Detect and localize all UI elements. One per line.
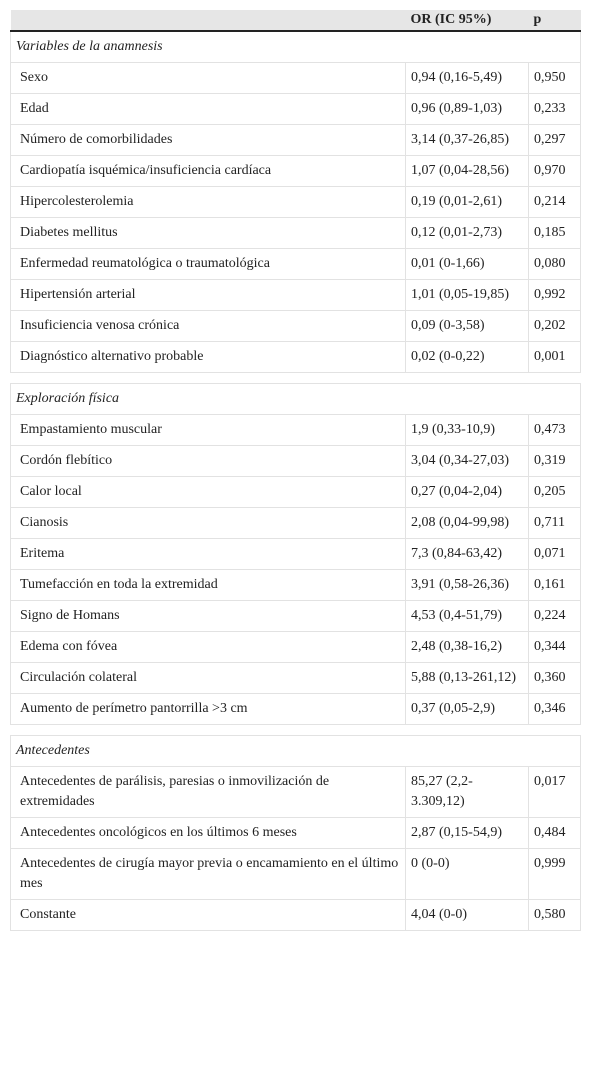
section-title: Variables de la anamnesis bbox=[11, 31, 581, 63]
table-row bbox=[11, 218, 581, 249]
row-p: 0,185 bbox=[529, 218, 581, 249]
row-label: Calor local bbox=[11, 477, 406, 508]
row-label: Insuficiencia venosa crónica bbox=[11, 311, 406, 342]
row-p: 0,071 bbox=[529, 539, 581, 570]
row-p: 0,970 bbox=[529, 156, 581, 187]
row-p: 0,214 bbox=[529, 187, 581, 218]
row-p: 0,202 bbox=[529, 311, 581, 342]
row-label: Antecedentes oncológicos en los últimos 6 meses bbox=[11, 818, 406, 849]
table-row bbox=[11, 63, 581, 94]
row-p: 0,711 bbox=[529, 508, 581, 539]
row-label: Antecedentes de cirugía mayor previa o encamamiento en el último mes bbox=[11, 849, 406, 900]
table-row bbox=[11, 570, 581, 601]
row-or: 0,37 (0,05-2,9) bbox=[406, 694, 529, 725]
header-row bbox=[11, 10, 581, 31]
row-or: 3,91 (0,58-26,36) bbox=[406, 570, 529, 601]
row-label: Enfermedad reumatológica o traumatológica bbox=[11, 249, 406, 280]
table-body bbox=[11, 31, 581, 931]
row-or: 0,27 (0,04-2,04) bbox=[406, 477, 529, 508]
header-variable bbox=[11, 10, 406, 31]
section-title: Exploración física bbox=[11, 384, 581, 415]
row-or: 0,02 (0-0,22) bbox=[406, 342, 529, 373]
spacer-cell bbox=[11, 725, 581, 736]
row-or: 0,12 (0,01-2,73) bbox=[406, 218, 529, 249]
row-p: 0,999 bbox=[529, 849, 581, 900]
section-header-row bbox=[11, 384, 581, 415]
row-label: Sexo bbox=[11, 63, 406, 94]
row-p: 0,344 bbox=[529, 632, 581, 663]
row-p: 0,205 bbox=[529, 477, 581, 508]
section-header-row bbox=[11, 736, 581, 767]
table-row bbox=[11, 311, 581, 342]
header-or: OR (IC 95%) bbox=[406, 10, 529, 31]
row-label: Número de comorbilidades bbox=[11, 125, 406, 156]
row-or: 3,04 (0,34-27,03) bbox=[406, 446, 529, 477]
row-label: Empastamiento muscular bbox=[11, 415, 406, 446]
results-table bbox=[10, 10, 581, 931]
row-or: 85,27 (2,2-3.309,12) bbox=[406, 767, 529, 818]
table-row bbox=[11, 249, 581, 280]
row-or: 4,04 (0-0) bbox=[406, 900, 529, 931]
section-spacer bbox=[11, 725, 581, 736]
row-label: Eritema bbox=[11, 539, 406, 570]
row-label: Circulación colateral bbox=[11, 663, 406, 694]
row-label: Antecedentes de parálisis, paresias o inmovilización de extremidades bbox=[11, 767, 406, 818]
table-row bbox=[11, 849, 581, 900]
row-p: 0,360 bbox=[529, 663, 581, 694]
table-row bbox=[11, 694, 581, 725]
table-row bbox=[11, 632, 581, 663]
table-row bbox=[11, 767, 581, 818]
row-or: 3,14 (0,37-26,85) bbox=[406, 125, 529, 156]
row-p: 0,224 bbox=[529, 601, 581, 632]
table-row bbox=[11, 125, 581, 156]
table-row bbox=[11, 508, 581, 539]
section-title: Antecedentes bbox=[11, 736, 581, 767]
row-label: Cianosis bbox=[11, 508, 406, 539]
row-label: Cordón flebítico bbox=[11, 446, 406, 477]
row-label: Cardiopatía isquémica/insuficiencia cardíaca bbox=[11, 156, 406, 187]
table-row bbox=[11, 156, 581, 187]
row-or: 0,01 (0-1,66) bbox=[406, 249, 529, 280]
row-p: 0,161 bbox=[529, 570, 581, 601]
row-label: Edad bbox=[11, 94, 406, 125]
spacer-cell bbox=[11, 373, 581, 384]
row-or: 0,94 (0,16-5,49) bbox=[406, 63, 529, 94]
row-p: 0,017 bbox=[529, 767, 581, 818]
row-label: Tumefacción en toda la extremidad bbox=[11, 570, 406, 601]
table-row bbox=[11, 415, 581, 446]
row-p: 0,297 bbox=[529, 125, 581, 156]
row-p: 0,580 bbox=[529, 900, 581, 931]
row-p: 0,950 bbox=[529, 63, 581, 94]
table-row bbox=[11, 187, 581, 218]
row-or: 1,07 (0,04-28,56) bbox=[406, 156, 529, 187]
row-label: Signo de Homans bbox=[11, 601, 406, 632]
row-p: 0,473 bbox=[529, 415, 581, 446]
row-label: Hipercolesterolemia bbox=[11, 187, 406, 218]
table-row bbox=[11, 280, 581, 311]
row-label: Diagnóstico alternativo probable bbox=[11, 342, 406, 373]
table-row bbox=[11, 663, 581, 694]
row-p: 0,080 bbox=[529, 249, 581, 280]
table-row bbox=[11, 601, 581, 632]
section-spacer bbox=[11, 373, 581, 384]
row-label: Diabetes mellitus bbox=[11, 218, 406, 249]
row-p: 0,992 bbox=[529, 280, 581, 311]
table-row bbox=[11, 477, 581, 508]
table-row bbox=[11, 94, 581, 125]
row-p: 0,484 bbox=[529, 818, 581, 849]
row-or: 4,53 (0,4-51,79) bbox=[406, 601, 529, 632]
row-or: 2,48 (0,38-16,2) bbox=[406, 632, 529, 663]
row-label: Aumento de perímetro pantorrilla >3 cm bbox=[11, 694, 406, 725]
row-or: 2,08 (0,04-99,98) bbox=[406, 508, 529, 539]
row-or: 0 (0-0) bbox=[406, 849, 529, 900]
row-label: Constante bbox=[11, 900, 406, 931]
row-or: 7,3 (0,84-63,42) bbox=[406, 539, 529, 570]
table-row bbox=[11, 446, 581, 477]
table-row bbox=[11, 539, 581, 570]
row-or: 5,88 (0,13-261,12) bbox=[406, 663, 529, 694]
row-p: 0,233 bbox=[529, 94, 581, 125]
table-row bbox=[11, 900, 581, 931]
row-or: 2,87 (0,15-54,9) bbox=[406, 818, 529, 849]
row-or: 0,09 (0-3,58) bbox=[406, 311, 529, 342]
table-row bbox=[11, 342, 581, 373]
row-p: 0,346 bbox=[529, 694, 581, 725]
row-or: 0,19 (0,01-2,61) bbox=[406, 187, 529, 218]
row-label: Edema con fóvea bbox=[11, 632, 406, 663]
row-p: 0,319 bbox=[529, 446, 581, 477]
row-or: 1,01 (0,05-19,85) bbox=[406, 280, 529, 311]
row-or: 1,9 (0,33-10,9) bbox=[406, 415, 529, 446]
row-label: Hipertensión arterial bbox=[11, 280, 406, 311]
table-row bbox=[11, 818, 581, 849]
row-or: 0,96 (0,89-1,03) bbox=[406, 94, 529, 125]
row-p: 0,001 bbox=[529, 342, 581, 373]
header-p: p bbox=[529, 10, 581, 31]
section-header-row bbox=[11, 31, 581, 63]
